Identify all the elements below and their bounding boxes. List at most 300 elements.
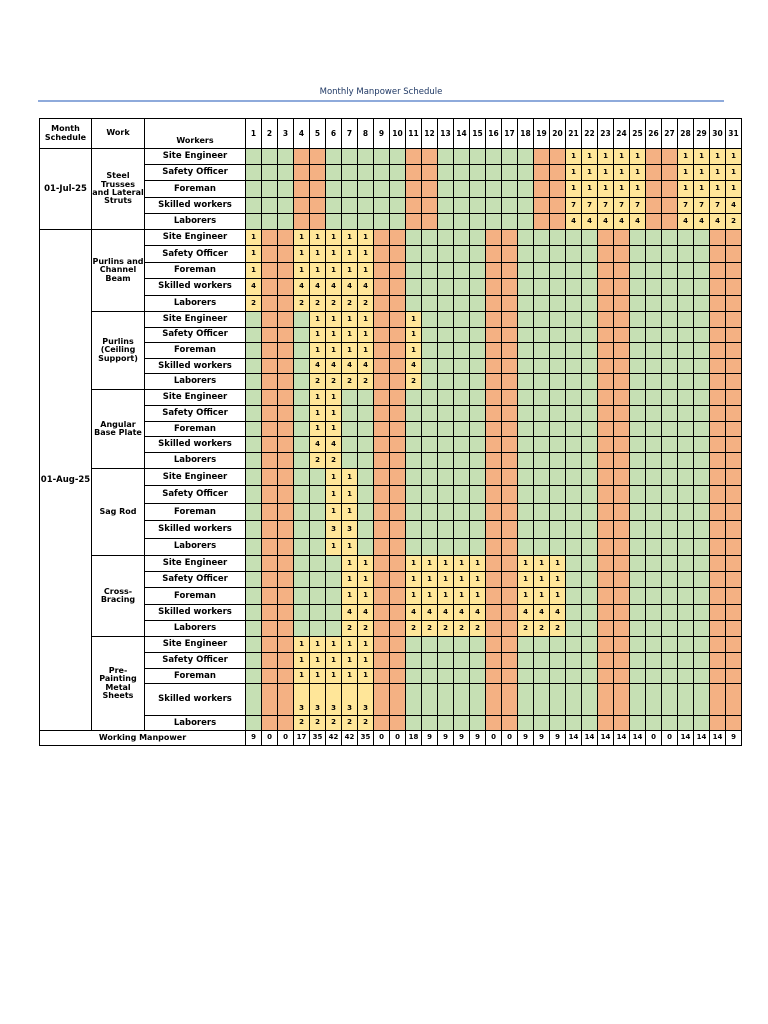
- schedule-cell: [373, 520, 390, 538]
- schedule-cell: [645, 571, 662, 588]
- schedule-cell: [629, 571, 646, 588]
- schedule-cell: [357, 503, 374, 521]
- schedule-cell: [261, 373, 278, 390]
- schedule-cell: 1: [309, 636, 326, 653]
- schedule-cell: [725, 389, 742, 406]
- schedule-cell: [661, 620, 678, 637]
- schedule-cell: [709, 503, 726, 521]
- schedule-cell: [613, 327, 630, 344]
- schedule-cell: [373, 668, 390, 684]
- schedule-cell: 4: [549, 604, 566, 621]
- schedule-cell: [709, 405, 726, 422]
- schedule-cell: [277, 571, 294, 588]
- schedule-cell: [421, 197, 438, 214]
- schedule-cell: [245, 180, 262, 197]
- schedule-cell: [469, 436, 486, 453]
- schedule-cell: [421, 668, 438, 684]
- schedule-cell: [277, 245, 294, 262]
- schedule-cell: [469, 520, 486, 538]
- schedule-cell: [597, 452, 614, 469]
- schedule-cell: [389, 295, 406, 312]
- schedule-cell: [421, 652, 438, 669]
- schedule-cell: [501, 538, 518, 556]
- schedule-cell: 1: [309, 421, 326, 438]
- schedule-cell: [645, 164, 662, 181]
- schedule-cell: [405, 538, 422, 556]
- schedule-cell: [517, 358, 534, 375]
- day-header: 16: [485, 118, 502, 149]
- schedule-cell: [373, 245, 390, 262]
- schedule-cell: [725, 342, 742, 359]
- schedule-cell: 1: [245, 229, 262, 246]
- schedule-cell: [485, 389, 502, 406]
- schedule-cell: [581, 587, 598, 604]
- schedule-cell: [453, 436, 470, 453]
- schedule-cell: [501, 389, 518, 406]
- schedule-cell: 2: [309, 373, 326, 390]
- schedule-cell: [629, 278, 646, 295]
- day-header: 17: [501, 118, 518, 149]
- schedule-cell: [581, 683, 598, 716]
- schedule-cell: 1: [517, 587, 534, 604]
- schedule-cell: 1: [325, 652, 342, 669]
- schedule-cell: 1: [309, 327, 326, 344]
- schedule-cell: [517, 503, 534, 521]
- schedule-cell: [597, 555, 614, 572]
- schedule-cell: 1: [453, 571, 470, 588]
- schedule-cell: [677, 358, 694, 375]
- schedule-cell: [661, 342, 678, 359]
- schedule-cell: [453, 405, 470, 422]
- schedule-cell: [629, 436, 646, 453]
- schedule-cell: [277, 148, 294, 165]
- schedule-cell: 4: [725, 197, 742, 214]
- schedule-cell: 1: [597, 164, 614, 181]
- schedule-cell: [469, 503, 486, 521]
- working-manpower-total: 0: [645, 730, 662, 746]
- schedule-cell: [501, 245, 518, 262]
- schedule-cell: [261, 164, 278, 181]
- schedule-cell: [501, 358, 518, 375]
- schedule-cell: 1: [725, 148, 742, 165]
- schedule-cell: [485, 421, 502, 438]
- schedule-cell: [597, 245, 614, 262]
- schedule-cell: [277, 164, 294, 181]
- schedule-cell: 1: [325, 262, 342, 279]
- schedule-cell: 1: [341, 503, 358, 521]
- schedule-cell: [293, 342, 310, 359]
- schedule-cell: [261, 683, 278, 716]
- worker-cell: Safety Officer: [144, 327, 246, 344]
- schedule-cell: [277, 452, 294, 469]
- schedule-cell: [453, 538, 470, 556]
- schedule-cell: [693, 485, 710, 503]
- schedule-cell: [613, 245, 630, 262]
- schedule-cell: 1: [293, 229, 310, 246]
- schedule-cell: 1: [325, 503, 342, 521]
- schedule-cell: [261, 180, 278, 197]
- schedule-cell: [533, 468, 550, 486]
- schedule-cell: [533, 503, 550, 521]
- schedule-cell: [709, 245, 726, 262]
- schedule-cell: [661, 436, 678, 453]
- schedule-cell: [565, 668, 582, 684]
- schedule-cell: [565, 278, 582, 295]
- schedule-cell: [565, 342, 582, 359]
- schedule-cell: [645, 197, 662, 214]
- schedule-cell: [581, 262, 598, 279]
- schedule-cell: [261, 555, 278, 572]
- schedule-cell: [597, 587, 614, 604]
- schedule-cell: [613, 421, 630, 438]
- schedule-cell: 1: [533, 571, 550, 588]
- schedule-cell: [373, 405, 390, 422]
- schedule-cell: [373, 555, 390, 572]
- schedule-cell: [597, 604, 614, 621]
- schedule-cell: [613, 715, 630, 731]
- schedule-cell: [485, 652, 502, 669]
- schedule-cell: [709, 620, 726, 637]
- schedule-cell: 1: [357, 636, 374, 653]
- day-header: 22: [581, 118, 598, 149]
- schedule-cell: [453, 389, 470, 406]
- schedule-cell: [597, 715, 614, 731]
- schedule-cell: [389, 197, 406, 214]
- schedule-cell: 1: [341, 571, 358, 588]
- schedule-cell: [725, 373, 742, 390]
- schedule-cell: [597, 421, 614, 438]
- schedule-cell: [549, 715, 566, 731]
- schedule-cell: [453, 503, 470, 521]
- schedule-cell: [629, 229, 646, 246]
- schedule-cell: 1: [693, 148, 710, 165]
- schedule-cell: [677, 715, 694, 731]
- schedule-cell: [357, 197, 374, 214]
- schedule-cell: [661, 278, 678, 295]
- schedule-cell: 1: [341, 262, 358, 279]
- schedule-cell: [501, 452, 518, 469]
- schedule-cell: 4: [693, 213, 710, 230]
- work-cell: Cross-Bracing: [91, 555, 145, 637]
- schedule-cell: [421, 213, 438, 230]
- schedule-cell: [613, 373, 630, 390]
- schedule-cell: [453, 311, 470, 328]
- schedule-cell: [373, 358, 390, 375]
- schedule-cell: [549, 164, 566, 181]
- schedule-cell: 1: [309, 262, 326, 279]
- schedule-cell: [245, 715, 262, 731]
- schedule-cell: [453, 358, 470, 375]
- schedule-cell: [341, 197, 358, 214]
- schedule-cell: 2: [357, 373, 374, 390]
- schedule-cell: 1: [341, 342, 358, 359]
- worker-cell: Foreman: [144, 262, 246, 279]
- schedule-cell: 2: [309, 452, 326, 469]
- schedule-cell: [277, 405, 294, 422]
- schedule-cell: [389, 342, 406, 359]
- schedule-cell: [709, 358, 726, 375]
- schedule-cell: [485, 164, 502, 181]
- schedule-cell: [549, 197, 566, 214]
- schedule-cell: [469, 652, 486, 669]
- schedule-cell: [533, 262, 550, 279]
- schedule-cell: [501, 327, 518, 344]
- schedule-cell: 1: [709, 164, 726, 181]
- schedule-cell: [581, 229, 598, 246]
- working-manpower-total: 9: [469, 730, 486, 746]
- schedule-cell: [581, 485, 598, 503]
- working-manpower-total: 0: [373, 730, 390, 746]
- schedule-cell: [245, 620, 262, 637]
- day-header: 23: [597, 118, 614, 149]
- schedule-cell: [517, 468, 534, 486]
- schedule-cell: [501, 405, 518, 422]
- schedule-cell: [645, 327, 662, 344]
- schedule-cell: [469, 245, 486, 262]
- schedule-cell: [373, 229, 390, 246]
- schedule-cell: [469, 668, 486, 684]
- schedule-cell: 1: [325, 327, 342, 344]
- schedule-cell: [293, 587, 310, 604]
- schedule-cell: [581, 278, 598, 295]
- schedule-cell: 4: [629, 213, 646, 230]
- page-title: Monthly Manpower Schedule: [319, 87, 443, 97]
- schedule-cell: [613, 555, 630, 572]
- schedule-cell: [405, 405, 422, 422]
- schedule-cell: [261, 311, 278, 328]
- schedule-cell: [645, 715, 662, 731]
- schedule-cell: [549, 373, 566, 390]
- schedule-cell: [565, 715, 582, 731]
- schedule-cell: 1: [309, 342, 326, 359]
- schedule-cell: [677, 683, 694, 716]
- schedule-cell: 1: [293, 245, 310, 262]
- schedule-cell: [357, 436, 374, 453]
- schedule-cell: [293, 604, 310, 621]
- schedule-cell: [277, 389, 294, 406]
- schedule-cell: [709, 342, 726, 359]
- worker-cell: Laborers: [144, 373, 246, 390]
- schedule-cell: [245, 342, 262, 359]
- schedule-cell: [597, 520, 614, 538]
- schedule-cell: [261, 213, 278, 230]
- schedule-cell: [485, 452, 502, 469]
- schedule-cell: [677, 571, 694, 588]
- schedule-cell: [565, 245, 582, 262]
- day-header: 8: [357, 118, 374, 149]
- schedule-cell: [341, 389, 358, 406]
- schedule-cell: [565, 538, 582, 556]
- schedule-cell: 4: [709, 213, 726, 230]
- schedule-cell: [709, 636, 726, 653]
- schedule-cell: [309, 503, 326, 521]
- schedule-cell: 1: [357, 245, 374, 262]
- schedule-cell: [709, 520, 726, 538]
- schedule-cell: [501, 342, 518, 359]
- schedule-cell: [357, 421, 374, 438]
- day-header: 14: [453, 118, 470, 149]
- schedule-cell: 2: [309, 715, 326, 731]
- schedule-cell: [677, 604, 694, 621]
- schedule-cell: [453, 373, 470, 390]
- schedule-cell: [357, 538, 374, 556]
- schedule-cell: 2: [341, 715, 358, 731]
- schedule-cell: [709, 373, 726, 390]
- schedule-cell: [245, 436, 262, 453]
- schedule-cell: [709, 587, 726, 604]
- schedule-cell: [389, 405, 406, 422]
- working-manpower-total: 0: [389, 730, 406, 746]
- schedule-cell: [549, 668, 566, 684]
- schedule-cell: [613, 436, 630, 453]
- schedule-cell: [629, 358, 646, 375]
- schedule-cell: [677, 636, 694, 653]
- schedule-cell: [325, 587, 342, 604]
- schedule-cell: 4: [517, 604, 534, 621]
- schedule-cell: [629, 262, 646, 279]
- month-schedule-header: Month Schedule: [39, 118, 92, 149]
- schedule-cell: 1: [357, 668, 374, 684]
- day-header: 26: [645, 118, 662, 149]
- working-manpower-total: 14: [693, 730, 710, 746]
- worker-cell: Safety Officer: [144, 405, 246, 422]
- schedule-cell: [517, 538, 534, 556]
- schedule-cell: [725, 652, 742, 669]
- schedule-cell: 1: [341, 587, 358, 604]
- schedule-cell: [341, 436, 358, 453]
- schedule-cell: [645, 358, 662, 375]
- schedule-cell: [693, 520, 710, 538]
- schedule-cell: [261, 197, 278, 214]
- schedule-cell: [677, 421, 694, 438]
- schedule-cell: [725, 405, 742, 422]
- schedule-cell: [277, 555, 294, 572]
- schedule-cell: [421, 311, 438, 328]
- schedule-cell: [421, 421, 438, 438]
- schedule-cell: [261, 715, 278, 731]
- worker-cell: Foreman: [144, 180, 246, 197]
- schedule-cell: [389, 229, 406, 246]
- schedule-cell: 2: [453, 620, 470, 637]
- schedule-cell: [373, 636, 390, 653]
- schedule-cell: [245, 485, 262, 503]
- schedule-cell: [693, 436, 710, 453]
- schedule-cell: [373, 262, 390, 279]
- schedule-cell: [357, 180, 374, 197]
- schedule-cell: [437, 683, 454, 716]
- schedule-cell: [565, 311, 582, 328]
- day-header: 20: [549, 118, 566, 149]
- schedule-cell: [629, 636, 646, 653]
- schedule-cell: [373, 571, 390, 588]
- schedule-cell: 1: [341, 668, 358, 684]
- schedule-cell: [501, 503, 518, 521]
- schedule-cell: [437, 436, 454, 453]
- schedule-cell: [645, 468, 662, 486]
- schedule-cell: [437, 668, 454, 684]
- schedule-cell: [309, 148, 326, 165]
- schedule-cell: [517, 295, 534, 312]
- schedule-cell: [405, 652, 422, 669]
- schedule-cell: [725, 295, 742, 312]
- schedule-cell: [469, 327, 486, 344]
- schedule-cell: [277, 295, 294, 312]
- schedule-cell: [677, 373, 694, 390]
- schedule-cell: [549, 389, 566, 406]
- schedule-cell: [725, 683, 742, 716]
- schedule-cell: [277, 636, 294, 653]
- schedule-cell: [709, 485, 726, 503]
- schedule-cell: [725, 520, 742, 538]
- schedule-cell: 1: [325, 421, 342, 438]
- schedule-cell: [661, 538, 678, 556]
- schedule-cell: [725, 452, 742, 469]
- schedule-cell: [597, 538, 614, 556]
- schedule-cell: 2: [405, 620, 422, 637]
- schedule-cell: [261, 538, 278, 556]
- schedule-cell: 1: [293, 636, 310, 653]
- schedule-cell: [533, 295, 550, 312]
- schedule-cell: [405, 468, 422, 486]
- day-header: 1: [245, 118, 262, 149]
- schedule-cell: [261, 262, 278, 279]
- schedule-cell: [421, 715, 438, 731]
- schedule-cell: [325, 148, 342, 165]
- schedule-cell: [389, 278, 406, 295]
- schedule-cell: [549, 358, 566, 375]
- schedule-cell: [293, 555, 310, 572]
- schedule-cell: [501, 668, 518, 684]
- schedule-cell: [613, 503, 630, 521]
- schedule-cell: [517, 213, 534, 230]
- schedule-cell: [389, 503, 406, 521]
- schedule-cell: [533, 452, 550, 469]
- schedule-cell: [629, 485, 646, 503]
- schedule-cell: [309, 604, 326, 621]
- schedule-cell: [485, 311, 502, 328]
- schedule-cell: 1: [421, 555, 438, 572]
- worker-cell: Laborers: [144, 715, 246, 731]
- schedule-cell: 2: [245, 295, 262, 312]
- working-manpower-total: 14: [565, 730, 582, 746]
- schedule-cell: 1: [341, 652, 358, 669]
- working-manpower-total: 9: [421, 730, 438, 746]
- worker-cell: Foreman: [144, 503, 246, 521]
- schedule-cell: [597, 278, 614, 295]
- working-manpower-total: 14: [613, 730, 630, 746]
- schedule-cell: [245, 148, 262, 165]
- schedule-cell: [613, 587, 630, 604]
- schedule-cell: [613, 405, 630, 422]
- day-header: 12: [421, 118, 438, 149]
- schedule-cell: [501, 652, 518, 669]
- schedule-cell: 4: [325, 278, 342, 295]
- schedule-cell: [261, 620, 278, 637]
- schedule-cell: [725, 311, 742, 328]
- work-cell: Purlins (Ceiling Support): [91, 311, 145, 390]
- schedule-cell: [437, 373, 454, 390]
- schedule-cell: [581, 636, 598, 653]
- schedule-cell: [277, 587, 294, 604]
- schedule-cell: 2: [357, 295, 374, 312]
- schedule-cell: [501, 604, 518, 621]
- schedule-cell: [533, 213, 550, 230]
- schedule-cell: [581, 468, 598, 486]
- schedule-cell: [517, 636, 534, 653]
- schedule-cell: [693, 715, 710, 731]
- schedule-cell: 4: [309, 436, 326, 453]
- schedule-cell: [661, 389, 678, 406]
